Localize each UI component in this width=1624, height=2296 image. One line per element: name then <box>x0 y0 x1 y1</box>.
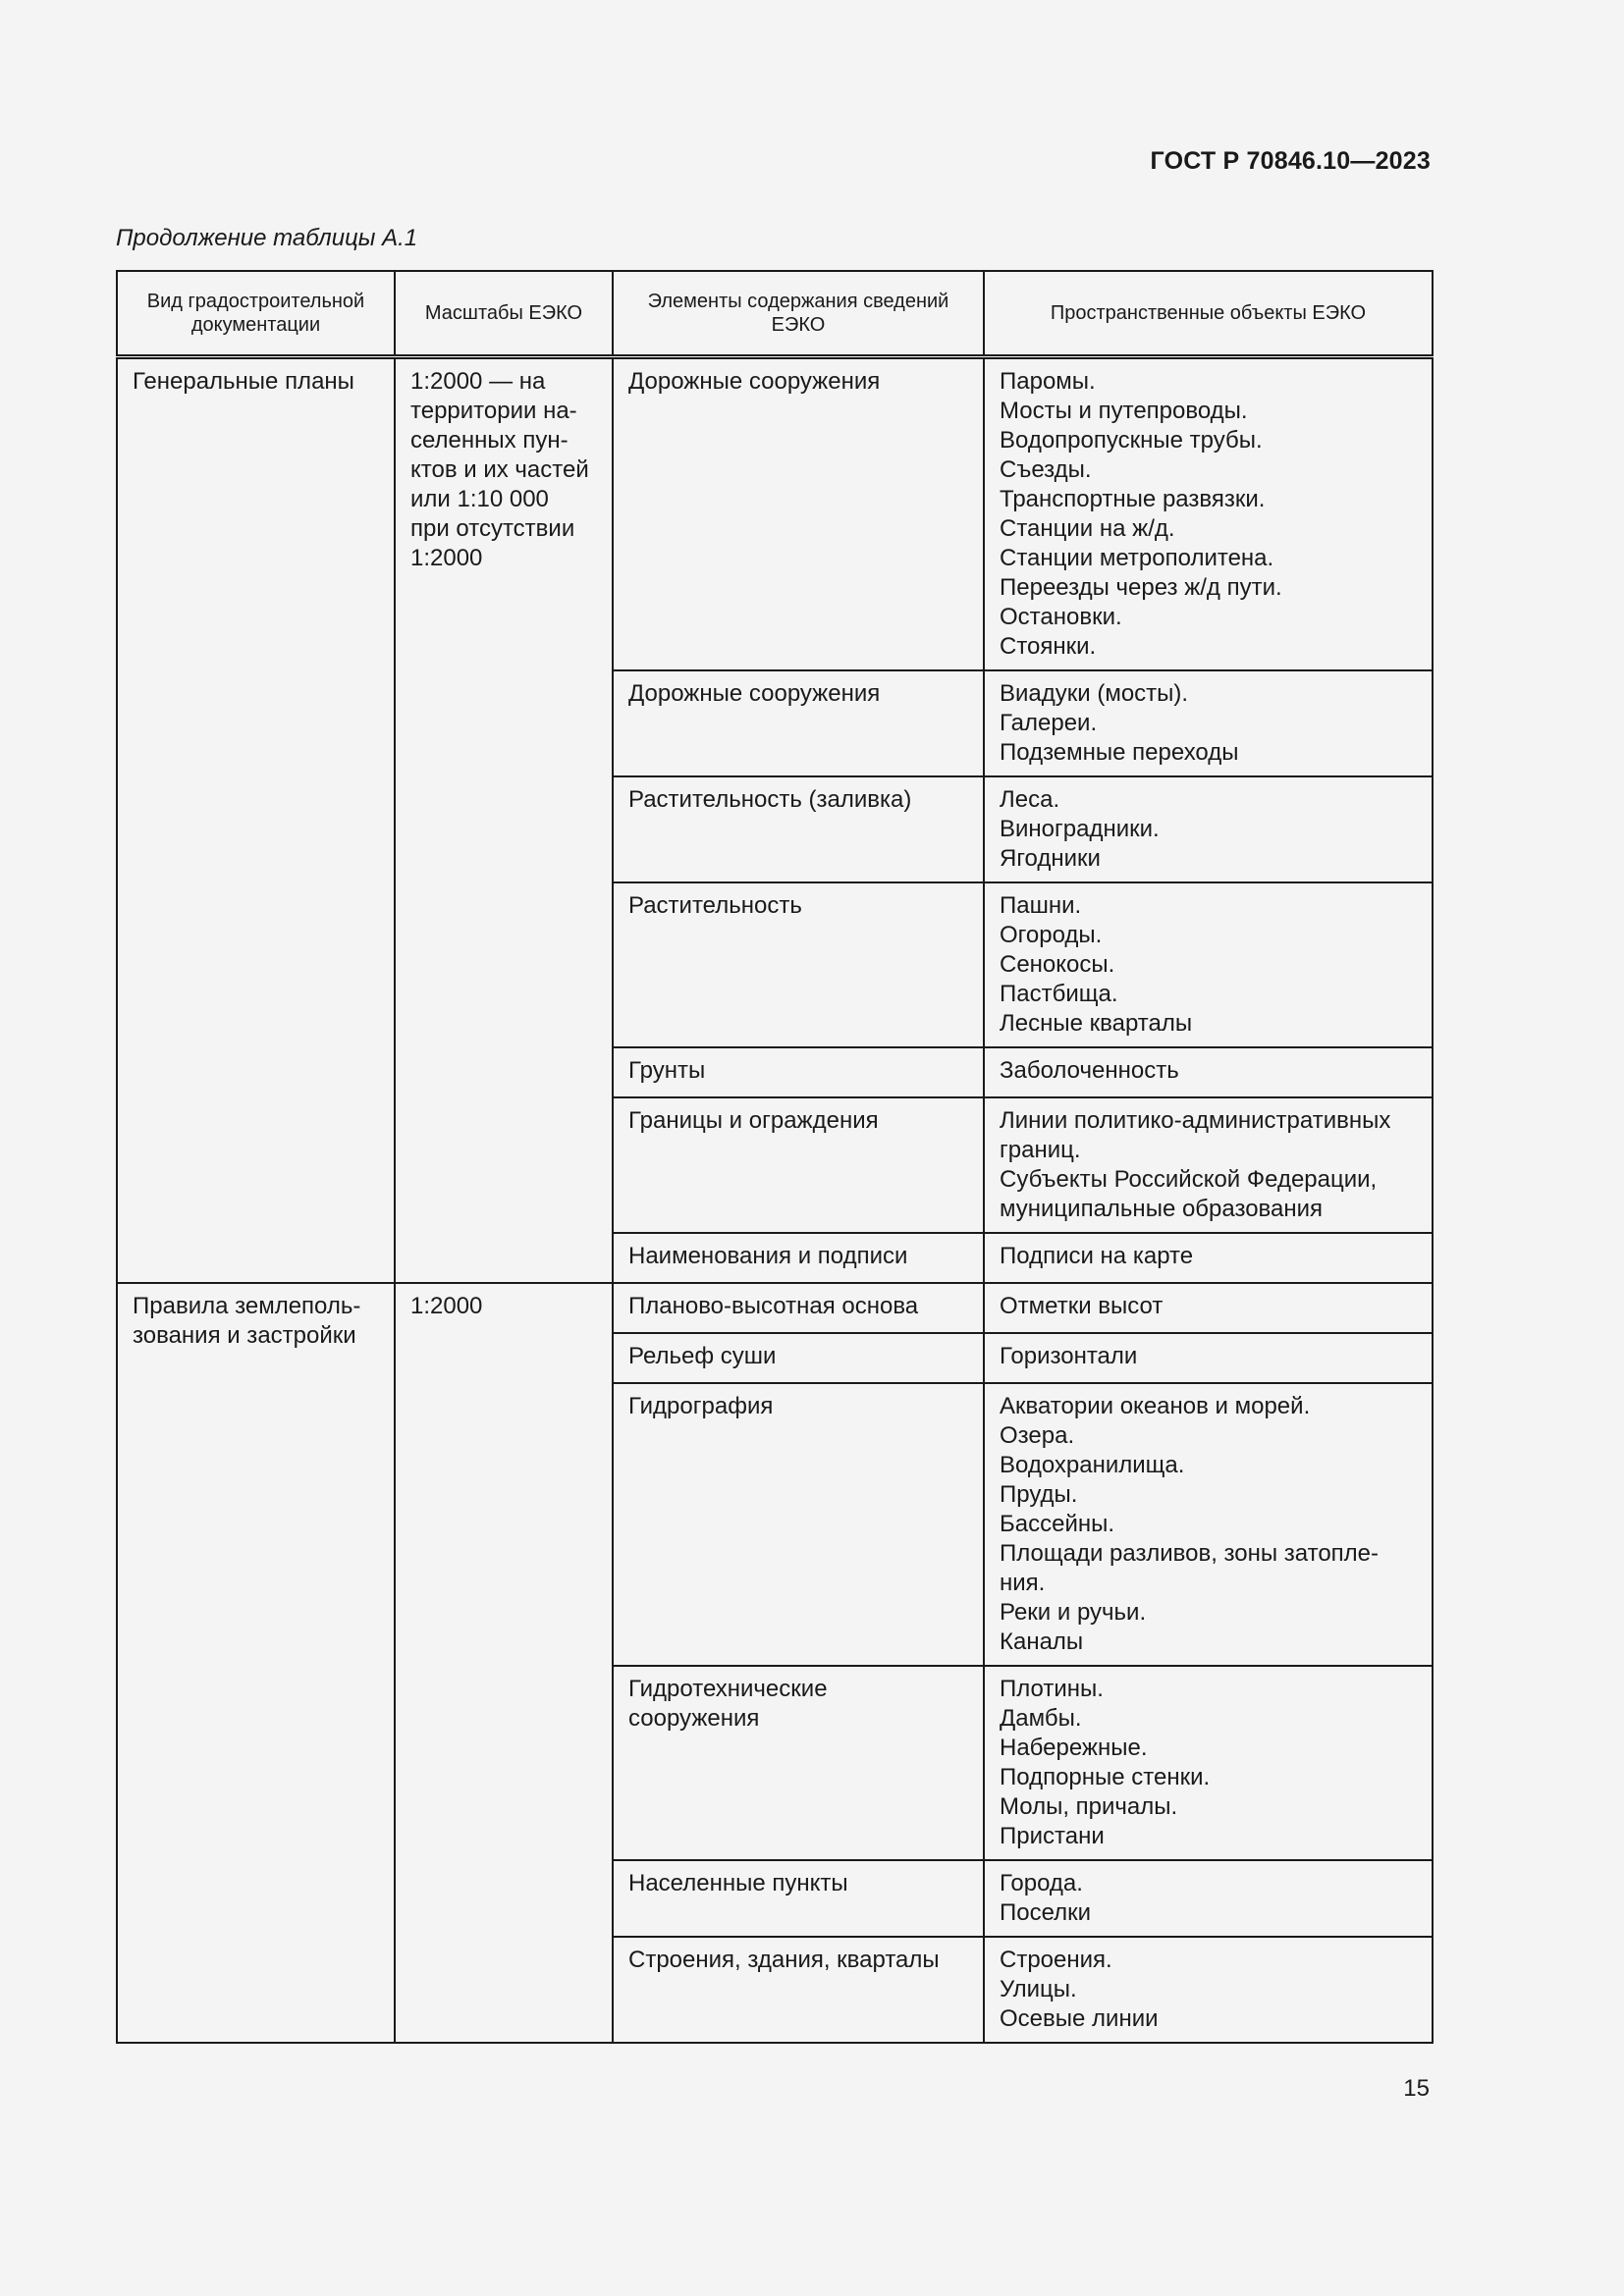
cell-line: Виадуки (мосты). <box>1000 680 1189 707</box>
cell-line: Площади разливов, зоны затопле- <box>1000 1540 1380 1567</box>
spatial-objects-cell <box>984 776 1433 882</box>
content-element-cell <box>613 1233 984 1283</box>
spatial-objects-cell <box>984 1233 1433 1283</box>
cell-line: Переезды через ж/д пути. <box>1000 574 1282 601</box>
cell-line: Грунты <box>628 1057 706 1084</box>
spatial-objects-cell <box>984 1666 1433 1860</box>
cell-line: Пашни. <box>1000 892 1082 919</box>
cell-line: при отсутствии <box>410 515 575 542</box>
cell-line: Пруды. <box>1000 1481 1078 1508</box>
cell-line: ктов и их частей <box>410 456 589 483</box>
cell-line: Стоянки. <box>1000 633 1097 660</box>
cell-line: Бассейны. <box>1000 1511 1115 1537</box>
cell-line: муниципальные образования <box>1000 1196 1324 1222</box>
cell-line: Города. <box>1000 1870 1083 1896</box>
cell-line: Поселки <box>1000 1899 1092 1926</box>
cell-line: Станции на ж/д. <box>1000 515 1175 542</box>
cell-line: Подписи на карте <box>1000 1243 1194 1269</box>
cell-line: Станции метрополитена. <box>1000 545 1274 571</box>
cell-line: Линии политико-административных <box>1000 1107 1391 1134</box>
cell-line: сооружения <box>628 1705 760 1732</box>
cell-line: 1:2000 <box>410 545 483 571</box>
cell-line: Набережные. <box>1000 1735 1148 1761</box>
cell-line: Ягодники <box>1000 845 1101 872</box>
cell-line: Гидрография <box>628 1393 774 1419</box>
cell-line: Строения, здания, кварталы <box>628 1947 940 1973</box>
cell-line: Паромы. <box>1000 368 1096 395</box>
cell-line: Дорожные сооружения <box>628 680 881 707</box>
column-header-content-elements: Элементы содержания сведений ЕЭКО <box>613 271 984 357</box>
table-body <box>117 357 1433 2044</box>
cell-line: Остановки. <box>1000 604 1122 630</box>
cell-line: Генеральные планы <box>133 368 354 395</box>
cell-line: Населенные пункты <box>628 1870 848 1896</box>
spatial-objects-cell <box>984 1333 1433 1383</box>
spatial-objects-cell <box>984 1860 1433 1937</box>
cell-line: Заболоченность <box>1000 1057 1179 1084</box>
page-number: 15 <box>1403 2075 1430 2102</box>
spatial-objects-cell <box>984 357 1433 671</box>
cell-line: Акватории океанов и морей. <box>1000 1393 1311 1419</box>
cell-line: Виноградники. <box>1000 816 1160 842</box>
spatial-objects-cell <box>984 1937 1433 2043</box>
spatial-objects-cell <box>984 1047 1433 1097</box>
spatial-objects-cell <box>984 882 1433 1047</box>
spatial-objects-cell <box>984 670 1433 776</box>
cell-line: Гидротехнические <box>628 1676 828 1702</box>
cell-line: Водохранилища. <box>1000 1452 1185 1478</box>
content-element-cell <box>613 1860 984 1937</box>
content-element-cell <box>613 1383 984 1666</box>
content-element-cell <box>613 1937 984 2043</box>
cell-line: Плотины. <box>1000 1676 1104 1702</box>
cell-line: Лесные кварталы <box>1000 1010 1193 1037</box>
cell-line: Пристани <box>1000 1823 1105 1849</box>
requirements-table <box>116 270 1434 2044</box>
column-header-spatial-objects: Пространственные объекты ЕЭКО <box>984 271 1433 357</box>
spatial-objects-cell <box>984 1097 1433 1233</box>
cell-line: 1:2000 <box>410 1293 483 1319</box>
cell-line: селенных пун- <box>410 427 568 454</box>
content-element-cell <box>613 357 984 671</box>
content-element-cell <box>613 1666 984 1860</box>
content-element-cell <box>613 882 984 1047</box>
cell-line: Пастбища. <box>1000 981 1118 1007</box>
table-row <box>117 1283 1433 1333</box>
cell-line: Съезды. <box>1000 456 1092 483</box>
table-header-row <box>117 271 1433 357</box>
column-header-scale: Масштабы ЕЭКО <box>395 271 613 357</box>
cell-line: зования и застройки <box>133 1322 356 1349</box>
cell-line: Границы и ограждения <box>628 1107 879 1134</box>
cell-line: Субъекты Российской Федерации, <box>1000 1166 1378 1193</box>
cell-line: территории на- <box>410 398 577 424</box>
cell-line: Сенокосы. <box>1000 951 1115 978</box>
standard-id: ГОСТ Р 70846.10—2023 <box>1150 147 1431 175</box>
scale-cell <box>395 1283 613 2043</box>
content-element-cell <box>613 1047 984 1097</box>
cell-line: или 1:10 000 <box>410 486 549 512</box>
cell-line: ния. <box>1000 1570 1046 1596</box>
cell-line: 1:2000 — на <box>410 368 546 395</box>
cell-line: Растительность (заливка) <box>628 786 912 813</box>
cell-line: Наименования и подписи <box>628 1243 908 1269</box>
spatial-objects-cell <box>984 1383 1433 1666</box>
cell-line: Осевые линии <box>1000 2005 1159 2032</box>
cell-line: Растительность <box>628 892 802 919</box>
cell-line: Подземные переходы <box>1000 739 1239 766</box>
table-row <box>117 357 1433 671</box>
cell-line: Правила землеполь- <box>133 1293 361 1319</box>
doc-type-cell <box>117 357 395 1284</box>
cell-line: Мосты и путепроводы. <box>1000 398 1248 424</box>
content-element-cell <box>613 1283 984 1333</box>
cell-line: Леса. <box>1000 786 1060 813</box>
cell-line: Реки и ручьи. <box>1000 1599 1147 1626</box>
cell-line: Водопропускные трубы. <box>1000 427 1263 454</box>
cell-line: Галереи. <box>1000 710 1098 736</box>
content-element-cell <box>613 776 984 882</box>
cell-line: Дамбы. <box>1000 1705 1082 1732</box>
cell-line: Озера. <box>1000 1422 1075 1449</box>
cell-line: Планово-высотная основа <box>628 1293 919 1319</box>
cell-line: Огороды. <box>1000 922 1103 948</box>
cell-line: Улицы. <box>1000 1976 1077 2002</box>
cell-line: Транспортные развязки. <box>1000 486 1266 512</box>
cell-line: границ. <box>1000 1137 1081 1163</box>
spatial-objects-cell <box>984 1283 1433 1333</box>
cell-line: Отметки высот <box>1000 1293 1164 1319</box>
doc-type-cell <box>117 1283 395 2043</box>
cell-line: Строения. <box>1000 1947 1112 1973</box>
content-element-cell <box>613 670 984 776</box>
table-caption: Продолжение таблицы А.1 <box>116 225 418 251</box>
cell-line: Каналы <box>1000 1629 1084 1655</box>
content-element-cell <box>613 1097 984 1233</box>
content-element-cell <box>613 1333 984 1383</box>
cell-line: Дорожные сооружения <box>628 368 881 395</box>
column-header-doc-type: Вид градостроительной документации <box>117 271 395 357</box>
cell-line: Молы, причалы. <box>1000 1793 1178 1820</box>
cell-line: Подпорные стенки. <box>1000 1764 1211 1790</box>
cell-line: Горизонтали <box>1000 1343 1138 1369</box>
cell-line: Рельеф суши <box>628 1343 777 1369</box>
scale-cell <box>395 357 613 1284</box>
